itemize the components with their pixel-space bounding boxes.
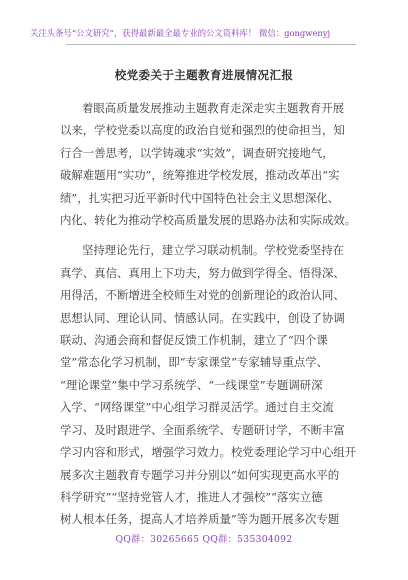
paragraph-line: 行合一善思考，以学铸魂求“实效”，调查研究接地气， <box>60 145 334 160</box>
paragraph-line: 绩”，扎实把习近平新时代中国特色社会主义思想深化、 <box>60 190 340 205</box>
paragraph-line: 学习内容和形式，增强学习效力。校党委理论学习中心组开 <box>60 445 357 460</box>
paragraph-line: 着眼高质量发展推动主题教育走深走实主题教育开展 <box>82 101 344 115</box>
footer-qq-groups: QQ群：30265665 QQ群：535304092 <box>115 534 293 545</box>
document-body <box>60 97 378 531</box>
paragraph-line: 破解难题用“实功”，统筹推进学校发展，推动改革出“实 <box>60 168 340 183</box>
document-title: 校党委关于主题教育进展情况汇报 <box>114 68 294 82</box>
paragraph-line: 坚持理论先行，建立学习联动机制。学校党委坚持在 <box>82 243 344 258</box>
header-promo-note: 关注头条号“公文研究”，获得最新最全最专业的公文资料库！ 微信：gongwenyj <box>30 28 331 38</box>
paragraph-line: 用得活，不断增进全校师生对党的创新理论的政治认同、 <box>60 288 345 303</box>
paragraph-line: 内化、转化为推动学校高质量发展的思路办法和实际成效。 <box>60 213 357 228</box>
paragraph-line: 堂”常态化学习机制，即“专家课堂”专家辅导重点学、 <box>60 355 329 370</box>
paragraph-line: 树人根本任务，提高人才培养质量”等为题开展多次专题 <box>60 512 340 527</box>
paragraph-line: “理论课堂”集中学习系统学、“一线课堂”专题调研深 <box>60 377 323 392</box>
paragraph-line: 思想认同、理论认同、情感认同。在实践中，创设了协调 <box>60 310 345 325</box>
paragraph-line: 科学研究”“坚持党管人才，推进人才强校”“落实立德 <box>60 489 323 504</box>
paragraph-1 <box>60 97 378 231</box>
paragraph-line: 以来，学校党委以高度的政治自觉和强烈的使命担当，知 <box>60 123 345 138</box>
paragraph-line: 展多次主题教育专题学习并分别以“如何实现更高水平的 <box>60 467 340 482</box>
paragraph-line: 学习、及时跟进学、全面系统学、专题研讨学，不断丰富 <box>60 422 345 437</box>
header-divider <box>66 44 356 45</box>
paragraph-2 <box>60 239 378 530</box>
paragraph-line: 真学、真信、真用上下功夫，努力做到学得全、悟得深、 <box>60 265 345 280</box>
paragraph-line: 入学、“网络课堂”中心组学习群灵活学。通过自主交流 <box>60 400 334 415</box>
paragraph-line: 联动、沟通会商和督促反馈工作机制，建立了“四个课 <box>60 333 328 348</box>
